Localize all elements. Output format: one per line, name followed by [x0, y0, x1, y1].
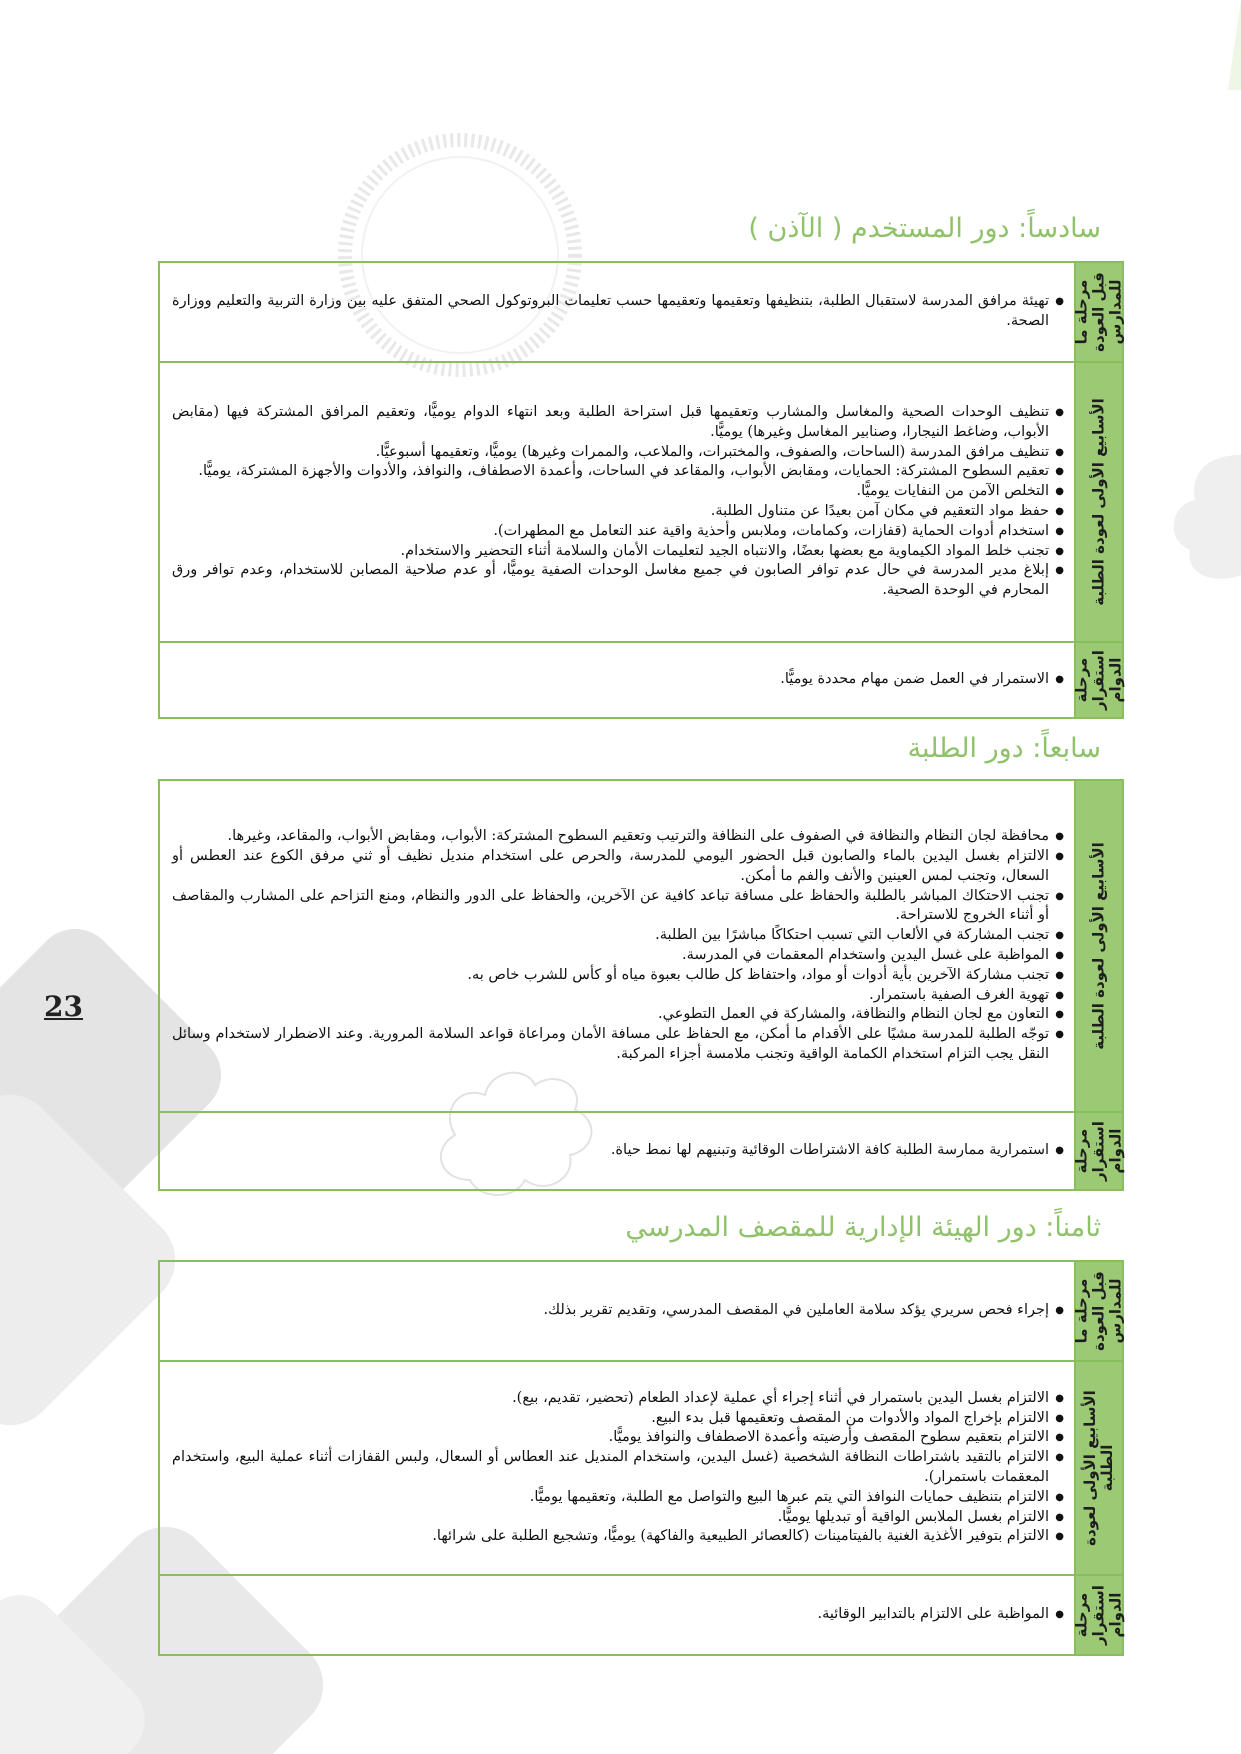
row-label: مرحلة استقرار الدوام [1072, 1585, 1125, 1645]
list-item: ● تجنب المشاركة في الألعاب التي تسبب احتكاكًا مباشرًا بين الطلبة. [172, 926, 1064, 946]
list-item: ● إبلاغ مدير المدرسة في حال عدم توافر الصابون في جميع مغاسل الوحدات الصفية يوميًّا، أو عدم صلاحية المصابن للاستخدام، وعدم توافر ورق المحارم في الوحدة الصحية. [172, 561, 1064, 601]
row-label-cell [1072, 643, 1125, 717]
row-label-cell [1072, 1262, 1125, 1360]
list-item: ● إجراء فحص سريري يؤكد سلامة العاملين في المقصف المدرسي، وتقديم تقرير بذلك. [172, 1301, 1064, 1321]
list-item: ● المواظبة على غسل اليدين واستخدام المعقمات في المدرسة. [172, 946, 1064, 966]
row-label: مرحلة ما قبل العودة للمدارس [1072, 272, 1125, 352]
section-title-canteen-role: ثامناً: دور الهيئة الإدارية للمقصف المدرسي [625, 1212, 1101, 1243]
row-label: الأسابيع الأولى لعودة الطلبة [1081, 1390, 1116, 1546]
row-label-cell [1072, 1113, 1125, 1189]
list-item: ● حفظ مواد التعقيم في مكان آمن بعيدًا عن متناول الطلبة. [172, 502, 1064, 522]
list-item: ● الالتزام بغسل الملابس الواقية أو تبديلها يوميًّا. [172, 1508, 1064, 1528]
row-label: مرحلة استقرار الدوام [1072, 1121, 1125, 1181]
students-role-table [158, 779, 1124, 1191]
list-item: ● توجّه الطلبة للمدرسة مشيًا على الأقدام ما أمكن، مع الحفاظ على مسافة الأمان ومراعاة قواعد السلامة المرورية. وعند الاضطرار لاستخدام وسائل النقل يجب التزام استخدام الكمامة الواقية وتجنب ملامسة أجزاء المركبة. [172, 1025, 1064, 1065]
table-row [160, 1574, 1125, 1654]
list-item: ● تهوية الغرف الصفية باستمرار. [172, 986, 1064, 1006]
page-number: 23 [44, 990, 83, 1023]
row-label-cell [1072, 1576, 1125, 1654]
table-row [160, 1262, 1125, 1360]
row-content [160, 781, 1074, 1111]
row-content [160, 1576, 1074, 1654]
list-item: ● التخلص الآمن من النفايات يوميًّا. [172, 482, 1064, 502]
cloud-shape-right [1174, 455, 1241, 579]
table-row [160, 263, 1125, 361]
row-label: الأسابيع الأولى لعودة الطلبة [1089, 842, 1108, 1050]
table-row [160, 1111, 1125, 1189]
list-item: ● التعاون مع لجان النظام والنظافة، والمشاركة في العمل التطوعي. [172, 1005, 1064, 1025]
row-label: مرحلة استقرار الدوام [1072, 650, 1125, 710]
row-content [160, 1362, 1074, 1574]
list-item: ● الالتزام بتعقيم سطوح المقصف وأرضيته وأعمدة الاصطفاف والنوافذ يوميًّا. [172, 1428, 1064, 1448]
table-row [160, 1360, 1122, 1574]
list-item: ● الاستمرار في العمل ضمن مهام محددة يوميًّا. [172, 670, 1064, 690]
list-item: ● تنظيف الوحدات الصحية والمغاسل والمشارب وتعقيمها قبل استراحة الطلبة وبعد انتهاء الدوام يوميًّا، وتعقيم المرافق المشتركة فيها (مقابض الأبواب، وضاغط النيجارا، وصنابير المغاسل وغيرها) يوميًّا. [172, 403, 1064, 443]
list-item: ● تهيئة مرافق المدرسة لاستقبال الطلبة، بتنظيفها وتعقيمها وتعقيمها حسب تعليمات البروتوكول الصحي المتفق عليه بين وزارة التربية والتعليم ووزارة الصحة. [172, 292, 1064, 332]
list-item: ● محافظة لجان النظام والنظافة في الصفوف على النظافة والترتيب وتعقيم السطوح المشتركة: الأبواب، ومقابض الأبواب، والمقاعد، وغيرها. [172, 827, 1064, 847]
list-item: ● الالتزام بإخراج المواد والأدوات من المقصف وتعقيمها قبل بدء البيع. [172, 1409, 1064, 1429]
list-item: ● الالتزام بتنظيف حمايات النوافذ التي يتم عبرها البيع والتواصل مع الطلبة، وتعقيمها يوميًّا. [172, 1488, 1064, 1508]
row-label-cell [1074, 363, 1122, 641]
section-title-user-role: سادساً: دور المستخدم ( الآذن ) [748, 213, 1101, 244]
row-label-cell [1074, 1362, 1122, 1574]
row-label: الأسابيع الأولى لعودة الطلبة [1089, 398, 1108, 606]
row-content [160, 643, 1074, 717]
canteen-role-table [158, 1260, 1124, 1656]
table-row [160, 361, 1122, 641]
list-item: ● تجنب مشاركة الآخرين بأية أدوات أو مواد، واحتفاظ كل طالب بعبوة مياه أو كأس للشرب خاص به. [172, 966, 1064, 986]
list-item: ● تجنب الاحتكاك المباشر بالطلبة والحفاظ على مسافة تباعد كافية عن الآخرين، والحفاظ على الدور والنظام، ومنع التزاحم على المشارب والمقاصف أو أثناء الخروج للاستراحة. [172, 887, 1064, 927]
green-edge-accent [1228, 0, 1241, 90]
list-item: ● استخدام أدوات الحماية (قفازات، وكمامات، وملابس وأحذية واقية عند التعامل مع المطهرات). [172, 522, 1064, 542]
row-content [160, 363, 1074, 641]
list-item: ● الالتزام بالتقيد باشتراطات النظافة الشخصية (غسل اليدين، واستخدام المنديل عند العطاس أو السعال، ولبس القفازات أثناء عملية البيع، واستخدام المعقمات باستمرار). [172, 1448, 1064, 1488]
row-label-cell [1072, 263, 1125, 361]
row-content [160, 1113, 1074, 1189]
row-content [160, 1262, 1074, 1360]
list-item: ● استمرارية ممارسة الطلبة كافة الاشتراطات الوقائية وتبنيهم لها نمط حياة. [172, 1141, 1064, 1161]
list-item: ● الالتزام بغسل اليدين باستمرار في أثناء إجراء أي عملية لإعداد الطعام (تحضير، تقديم، بيع). [172, 1389, 1064, 1409]
list-item: ● تعقيم السطوح المشتركة: الحمايات، ومقابض الأبواب، والمقاعد في الساحات، وأعمدة الاصطفاف، والنوافذ، والأدوات والأجهزة المشتركة، يوميًّا. [172, 462, 1064, 482]
list-item: ● الالتزام بغسل اليدين بالماء والصابون قبل الحضور اليومي للمدرسة، والحرص على استخدام منديل نظيف أو ثني مرفق الكوع عند العطس أو السعال، وتجنب لمس العينين والأنف والفم ما أمكن. [172, 847, 1064, 887]
row-content [160, 263, 1074, 361]
section-title-students-role: سابعاً: دور الطلبة [907, 733, 1101, 764]
list-item: ● المواظبة على الالتزام بالتدابير الوقائية. [172, 1605, 1064, 1625]
row-label-cell [1074, 781, 1122, 1111]
table-row [160, 641, 1125, 717]
row-label: مرحلة ما قبل العودة للمدارس [1072, 1271, 1125, 1351]
list-item: ● تنظيف مرافق المدرسة (الساحات، والصفوف، والمختبرات، والملاعب، والممرات وغيرها) يوميًّا، وتعقيمها أسبوعيًّا. [172, 443, 1064, 463]
user-role-table [158, 261, 1124, 719]
table-row [160, 781, 1122, 1111]
list-item: ● تجنب خلط المواد الكيماوية مع بعضها بعضًا، والانتباه الجيد لتعليمات الأمان والسلامة أثناء التحضير والاستخدام. [172, 542, 1064, 562]
list-item: ● الالتزام بتوفير الأغذية الغنية بالفيتامينات (كالعصائر الطبيعية والفاكهة) يوميًّا، وتشجيع الطلبة على شرائها. [172, 1527, 1064, 1547]
